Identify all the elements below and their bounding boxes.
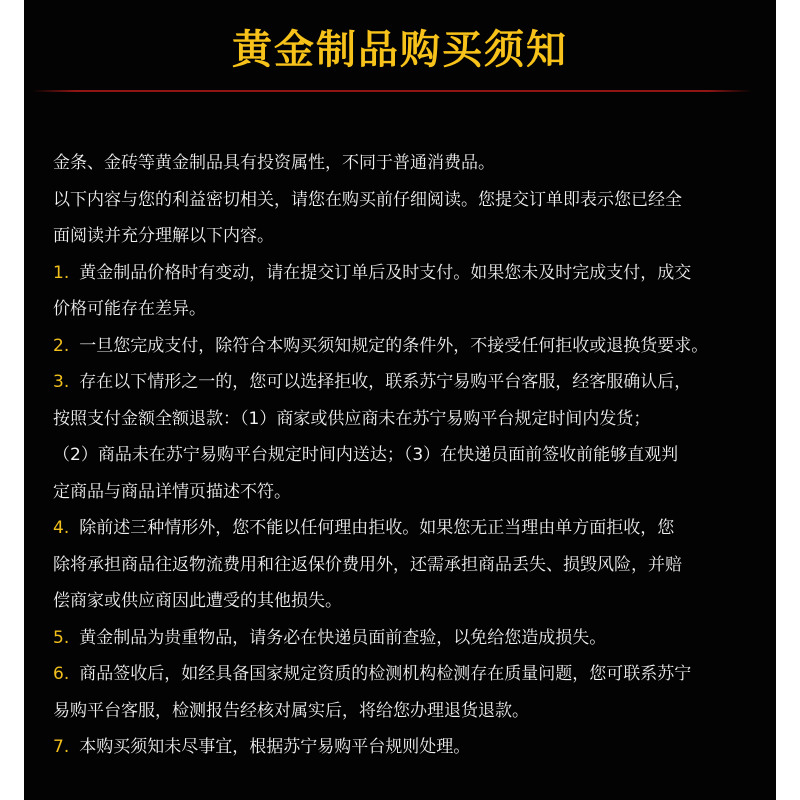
notice-body [53, 145, 753, 766]
item-number: 4. [53, 518, 70, 538]
item-6-line: 易购平台客服，检测报告经核对属实后，将给您办理退货退款。 [53, 700, 529, 721]
item-3-line: 定商品与商品详情页描述不符。 [53, 481, 291, 502]
intro-line: 面阅读并充分理解以下内容。 [53, 226, 274, 246]
item-3-line [53, 364, 753, 401]
item-3-line: 按照支付金额全额退款：（1）商家或供应商未在苏宁易购平台规定时间内发货； [53, 408, 651, 429]
item-7-line [53, 729, 753, 766]
page-title: 黄金制品购买须知 [232, 27, 568, 73]
item-number: 6. [53, 664, 70, 684]
item-text: 黄金制品价格时有变动，请在提交订单后及时支付。如果您未及时完成支付，成交 [79, 262, 692, 283]
item-text: 除前述三种情形外，您不能以任何理由拒收。如果您无正当理由单方面拒收，您 [79, 518, 675, 538]
item-4-line: 偿商家或供应商因此遭受的其他损失。 [53, 591, 342, 611]
item-number: 3. [53, 372, 70, 392]
item-3-line: （2）商品未在苏宁易购平台规定时间内送达；（3）在快递员面前签收前能够直观判 [53, 445, 679, 465]
item-number: 5. [53, 627, 70, 648]
item-text: 存在以下情形之一的，您可以选择拒收，联系苏宁易购平台客服，经客服确认后， [79, 372, 692, 392]
item-5-line [53, 620, 753, 657]
item-text: 本购买须知未尽事宜，根据苏宁易购平台规则处理。 [79, 737, 471, 757]
intro-line: 以下内容与您的利益密切相关，请您在购买前仔细阅读。您提交订单即表示您已经全 [53, 189, 682, 210]
notice-panel [24, 0, 776, 800]
intro-line: 金条、金砖等黄金制品具有投资属性，不同于普通消费品。 [53, 153, 495, 173]
item-2-line [53, 328, 753, 365]
item-4-line: 除将承担商品往返物流费用和往返保价费用外，还需承担商品丢失、损毁风险，并赔 [53, 554, 682, 575]
item-1-line [53, 255, 753, 292]
item-6-line [53, 656, 753, 693]
item-text: 黄金制品为贵重物品，请务必在快递员面前查验，以免给您造成损失。 [79, 627, 607, 648]
item-1-line: 价格可能存在差异。 [53, 299, 206, 319]
item-text: 商品签收后，如经具备国家规定资质的检测机构检测存在质量问题，您可联系苏宁 [79, 664, 692, 684]
item-number: 7. [53, 737, 70, 757]
item-number: 1. [53, 262, 70, 283]
item-number: 2. [53, 335, 70, 356]
item-text: 一旦您完成支付，除符合本购买须知规定的条件外，不接受任何拒收或退换货要求。 [79, 335, 709, 356]
item-4-line [53, 510, 753, 547]
title-divider [32, 90, 752, 92]
